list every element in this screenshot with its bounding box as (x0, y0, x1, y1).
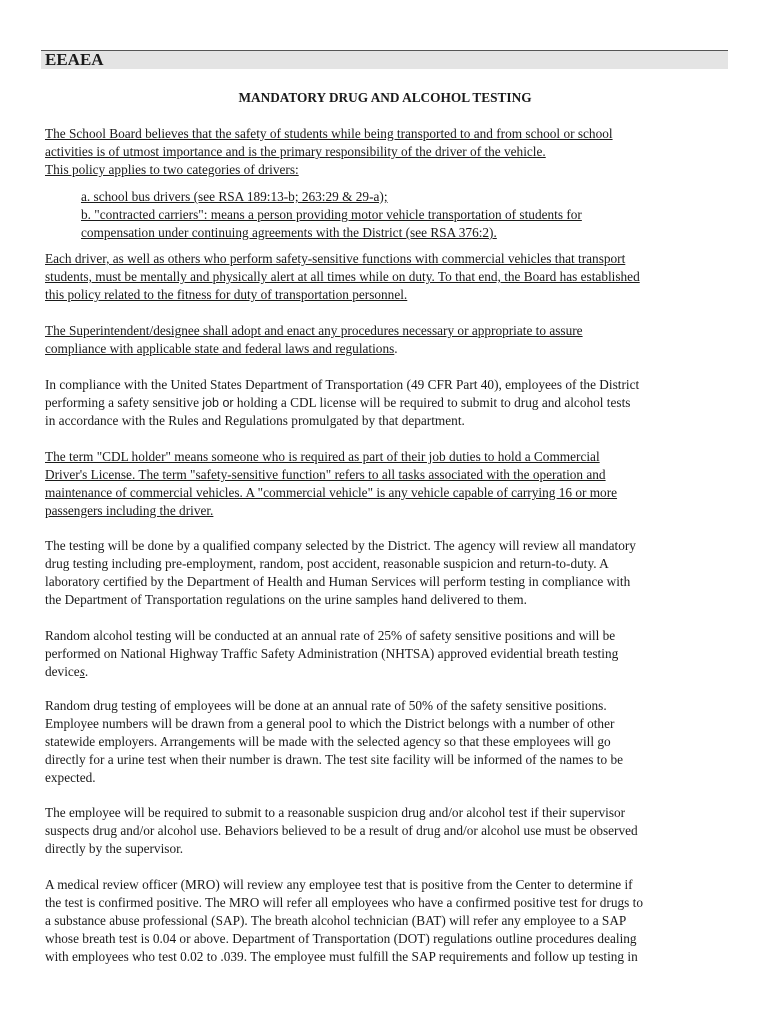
text-span: . (84, 664, 89, 679)
policy-title: MANDATORY DRUG AND ALCOHOL TESTING (238, 90, 532, 105)
text-line: Random drug testing of employees will be done at an annual rate of 50% of the safety sensitive positions. (45, 698, 607, 713)
text-line: In compliance with the United States Department of Transportation (49 CFR Part 40), employees of the District (45, 377, 640, 392)
text-line: Driver's License. The term "safety-sensitive function" refers to all tasks associated with the operation and (45, 467, 606, 482)
text-span: performing a safety sensitive (45, 395, 203, 410)
text-line: expected. (45, 770, 96, 785)
text-line: A medical review officer (MRO) will review any employee test that is positive from the Center to determine if (45, 877, 633, 892)
category-b: b. "contracted carriers": means a person providing motor vehicle transportation of students for (81, 207, 582, 222)
text-line: Each driver, as well as others who perform safety-sensitive functions with commercial vehicles that transport (45, 251, 626, 266)
policy-code: EEAEA (45, 50, 104, 69)
text-span: . (394, 341, 398, 356)
text-line: this policy related to the fitness for duty of transportation personnel. (45, 287, 408, 302)
text-line: the test is confirmed positive. The MRO will refer all employees who have a confirmed positive test for drugs to (45, 895, 643, 910)
text-line: Employee numbers will be drawn from a general pool to which the District belongs with a number of other (45, 716, 615, 731)
text-span: job or (202, 396, 234, 410)
text-line: statewide employers. Arrangements will be made with the selected agency so that these employees will go (45, 734, 611, 749)
text-line: This policy applies to two categories of drivers: (45, 162, 299, 177)
text-line: The employee will be required to submit to a reasonable suspicion drug and/or alcohol test if their supervisor (45, 805, 626, 820)
text-line: performed on National Highway Traffic Safety Administration (NHTSA) approved evidential breath testing (45, 646, 619, 661)
text-span: compliance with applicable state and federal laws and regulations (45, 341, 395, 356)
text-line: students, must be mentally and physically alert at all times while on duty. To that end, the Board has established (45, 269, 640, 284)
text-line (45, 663, 735, 681)
text-line: directly for a urine test when their number is drawn. The test site facility will be informed of the names to be (45, 752, 623, 767)
category-b-continued: compensation under continuing agreements with the District (see RSA 376:2). (81, 225, 497, 240)
text-line: Random alcohol testing will be conducted at an annual rate of 25% of safety sensitive positions and will be (45, 628, 616, 643)
text-line: The School Board believes that the safety of students while being transported to and from school or school (45, 126, 613, 141)
text-line: passengers including the driver. (45, 503, 214, 518)
text-line: the Department of Transportation regulations on the urine samples hand delivered to them. (45, 592, 527, 607)
text-line: laboratory certified by the Department of Health and Human Services will perform testing in compliance with (45, 574, 631, 589)
text-line: directly by the supervisor. (45, 841, 184, 856)
text-line: The Superintendent/designee shall adopt and enact any procedures necessary or appropriate to assure (45, 323, 583, 338)
text-span: device (45, 664, 80, 679)
policy-code-bar (41, 50, 728, 69)
text-line: whose breath test is 0.04 or above. Department of Transportation (DOT) regulations outline procedures dealing (45, 931, 637, 946)
text-line: The testing will be done by a qualified company selected by the District. The agency will review all mandatory (45, 538, 636, 553)
text-line (45, 394, 735, 413)
text-line: with employees who test 0.02 to .039. The employee must fulfill the SAP requirements and follow up testing in (45, 949, 638, 964)
text-span: s (79, 664, 85, 679)
text-line: a substance abuse professional (SAP). The breath alcohol technician (BAT) will refer any employee to a SAP (45, 913, 627, 928)
text-line (45, 340, 735, 358)
text-line: in accordance with the Rules and Regulations promulgated by that department. (45, 413, 465, 428)
text-line: activities is of utmost importance and is the primary responsibility of the driver of the vehicle. (45, 144, 546, 159)
text-span: holding a CDL license will be required to submit to drug and alcohol tests (233, 395, 631, 410)
category-a: a. school bus drivers (see RSA 189:13-b; 263:29 & 29-a); (81, 189, 388, 204)
text-line: maintenance of commercial vehicles. A "commercial vehicle" is any vehicle capable of carrying 16 or more (45, 485, 618, 500)
text-line: The term "CDL holder" means someone who is required as part of their job duties to hold a Commercial (45, 449, 600, 464)
text-line: drug testing including pre-employment, random, post accident, reasonable suspicion and return-to-duty. A (45, 556, 609, 571)
text-line: suspects drug and/or alcohol use. Behaviors believed to be a result of drug and/or alcohol use must be observed (45, 823, 638, 838)
